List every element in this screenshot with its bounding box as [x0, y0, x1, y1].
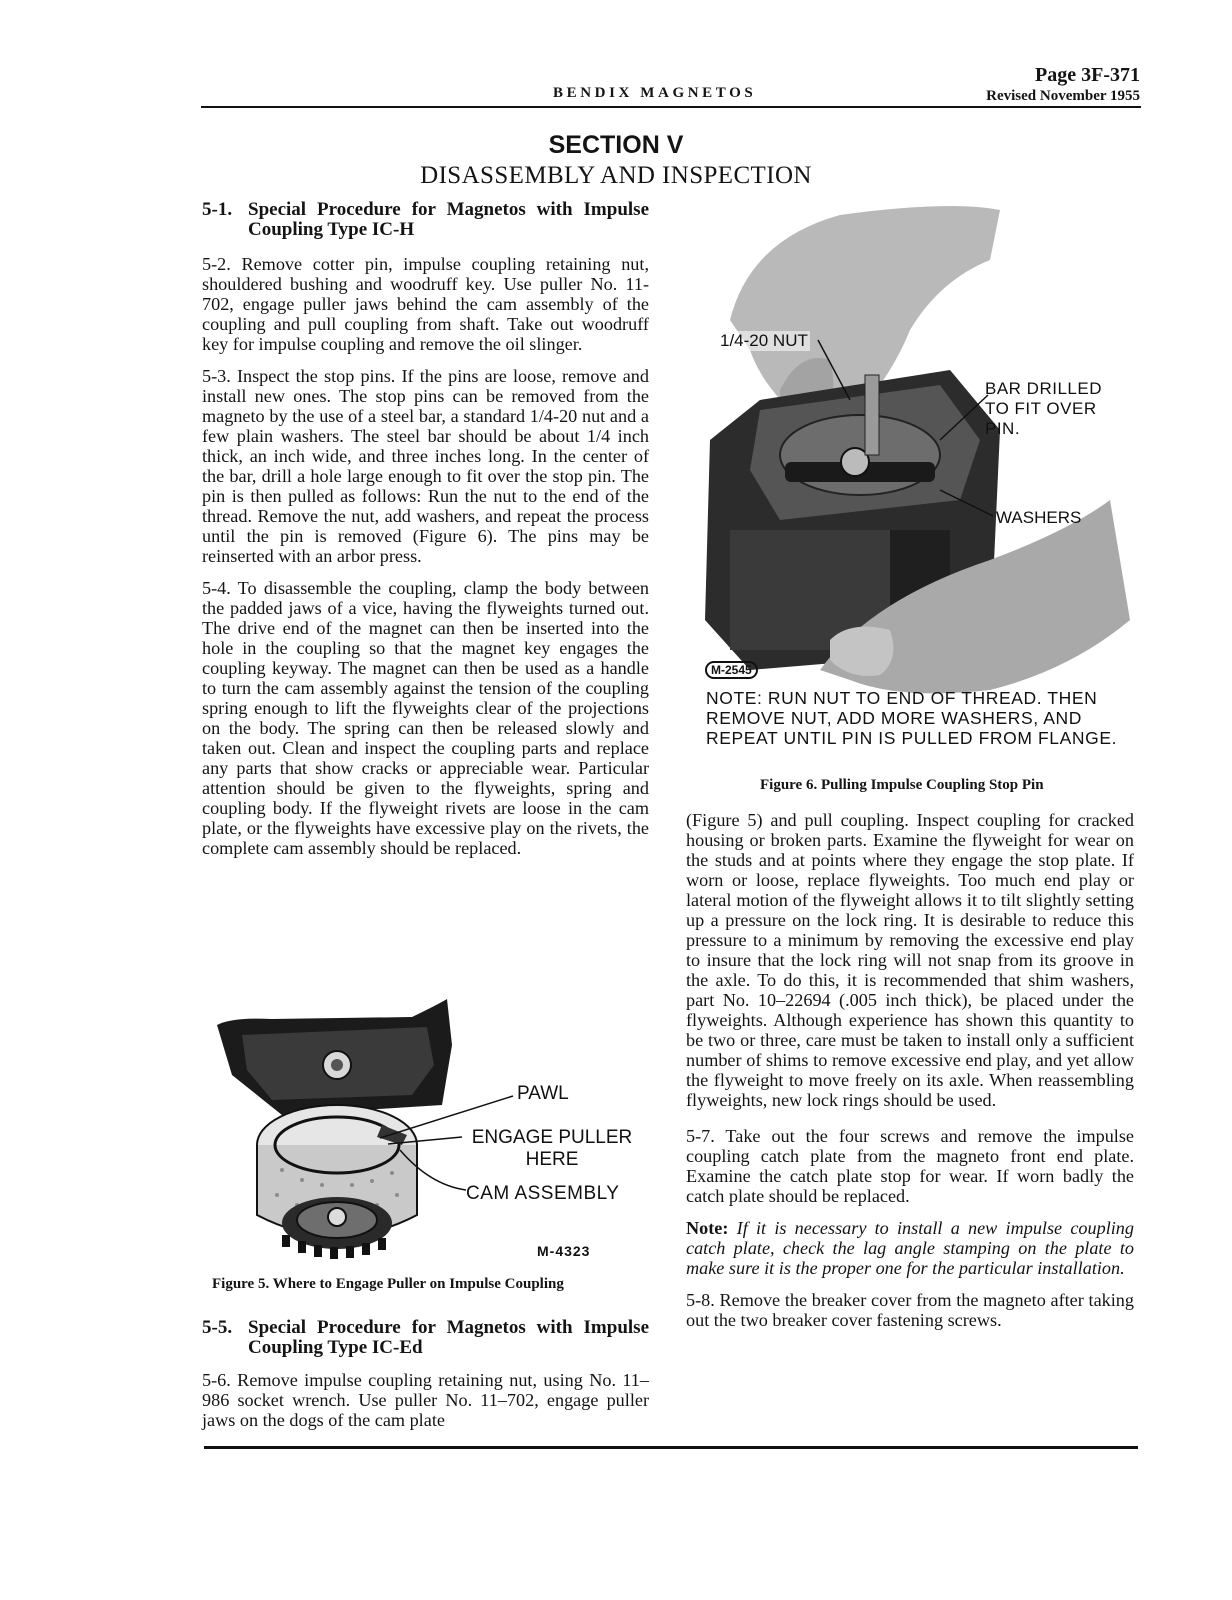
note-label: Note:: [686, 1218, 729, 1238]
heading-text: Special Procedure for Magnetos with Impulse Coupling Type IC-H: [248, 199, 649, 240]
figure5-caption: Figure 5. Where to Engage Puller on Impulse Coupling: [212, 1276, 564, 1292]
figure6-label-nut: 1/4-20 NUT: [720, 331, 808, 350]
figure5-id: M-4323: [537, 1243, 591, 1259]
paragraph-continued: (Figure 5) and pull coupling. Inspect coupling for cracked housing or broken parts. Examine the flyweight for wear on the studs and at points where they engage the stop plate. If worn or loose, replace flyweights. Too much end play or lateral motion of the flyweight allows it to tilt slightly setting up a pressure on the lock ring. It is desirable to reduce this pressure to a minimum by removing the excessive end play to insure that the lock ring will not snap from its groove in the axle. To do this, it is recommended that shim washers, part No. 10–22694 (.005 inch thick), be placed under the flyweights. Although experience has shown this quantity to be two or three, care must be taken to install only a sufficient number of shims to remove excessive end play, and yet allow the flyweight to move freely on its axle. When reassembling flyweights, new lock rings should be used.: [686, 810, 1134, 1110]
figure5-label-pawl: PAWL: [517, 1083, 569, 1104]
figure6-caption: Figure 6. Pulling Impulse Coupling Stop Pin: [760, 777, 1044, 793]
note-catch-plate: [686, 1218, 1134, 1278]
paragraph-5-7: 5-7. Take out the four screws and remove the impulse coupling catch plate from the magneto front end plate. Examine the catch plate stop for wear. If worn badly the catch plate should be replaced.: [686, 1126, 1134, 1206]
note-text: If it is necessary to install a new impulse coupling catch plate, check the lag angle stamping on the plate to make sure it is the proper one for the particular installation.: [686, 1218, 1134, 1278]
figure6-id: M-2545: [705, 661, 758, 679]
section-number: SECTION V: [548, 131, 684, 159]
section-title: DISASSEMBLY AND INSPECTION: [420, 162, 812, 189]
heading-number: 5-5.: [202, 1317, 233, 1338]
running-title: BENDIX MAGNETOS: [553, 85, 757, 101]
figure6-label-washers: WASHERS: [996, 508, 1082, 527]
heading-5-5: [202, 1318, 649, 1358]
revision-date: Revised November 1955: [986, 88, 1140, 104]
paragraph-5-3: 5-3. Inspect the stop pins. If the pins are loose, remove and install new ones. The stop pins can be removed from the magneto by the use of a steel bar, a standard 1/4-20 nut and a few plain washers. The steel bar should be about 1/4 inch thick, an inch wide, and three inches long. In the center of the bar, drill a hole large enough to fit over the stop pin. The pin is then pulled as follows: Run the nut to the end of the thread. Remove the nut, add washers, and repeat the process until the pin is removed (Figure 6). The pins may be reinserted with an arbor press.: [202, 366, 649, 566]
figure5-label-engage-puller: ENGAGE PULLER HERE: [471, 1127, 633, 1170]
left-column-lower: [202, 1318, 649, 1442]
heading-number: 5-1.: [202, 199, 233, 220]
figure5-label-cam-assembly: CAM ASSEMBLY: [466, 1183, 620, 1204]
paragraph-5-4: 5-4. To disassemble the coupling, clamp the body between the padded jaws of a vice, having the flyweights turned out. The drive end of the magnet can then be inserted into the hole in the coupling so that the magnet key engages the coupling keyway. The magnet can then be used as a handle to turn the cam assembly against the tension of the coupling spring enough to lift the flyweights clear of the projections on the body. The spring can then be released slowly and taken out. Clean and inspect the coupling parts and replace any parts that show cracks or appreciable wear. Particular attention should be given to the flyweights, spring and coupling body. If the flyweight rivets are loose in the cam plate, or the flyweights have excessive play on the rivets, the complete cam assembly should be replaced.: [202, 578, 649, 858]
page-number: Page 3F-371: [1035, 64, 1140, 86]
footer-rule: [204, 1446, 1138, 1449]
paragraph-5-6: 5-6. Remove impulse coupling retaining nut, using No. 11–986 socket wrench. Use puller No. 11–702, engage puller jaws on the dogs of the cam plate: [202, 1370, 649, 1430]
left-column: [202, 200, 649, 870]
heading-5-1: [202, 200, 649, 240]
paragraph-5-8: 5-8. Remove the breaker cover from the magneto after taking out the two breaker cover fastening screws.: [686, 1290, 1134, 1330]
header-rule: [201, 106, 1141, 108]
figure6-label-bar-drilled: BAR DRILLED TO FIT OVER PIN.: [985, 379, 1102, 438]
figure6-note: NOTE: RUN NUT TO END OF THREAD. THEN REMOVE NUT, ADD MORE WASHERS, AND REPEAT UNTIL PIN IS PULLED FROM FLANGE.: [706, 688, 1118, 748]
right-column: [686, 810, 1134, 1342]
magneto-stop-pin-photo: [690, 200, 1130, 765]
paragraph-5-2: 5-2. Remove cotter pin, impulse coupling retaining nut, shouldered bushing and woodruff key. Use puller No. 11-702, engage puller jaws behind the cam assembly of the coupling and pull coupling from shaft. Take out woodruff key for impulse coupling and remove the oil slinger.: [202, 254, 649, 354]
heading-text: Special Procedure for Magnetos with Impulse Coupling Type IC-Ed: [248, 1317, 649, 1358]
